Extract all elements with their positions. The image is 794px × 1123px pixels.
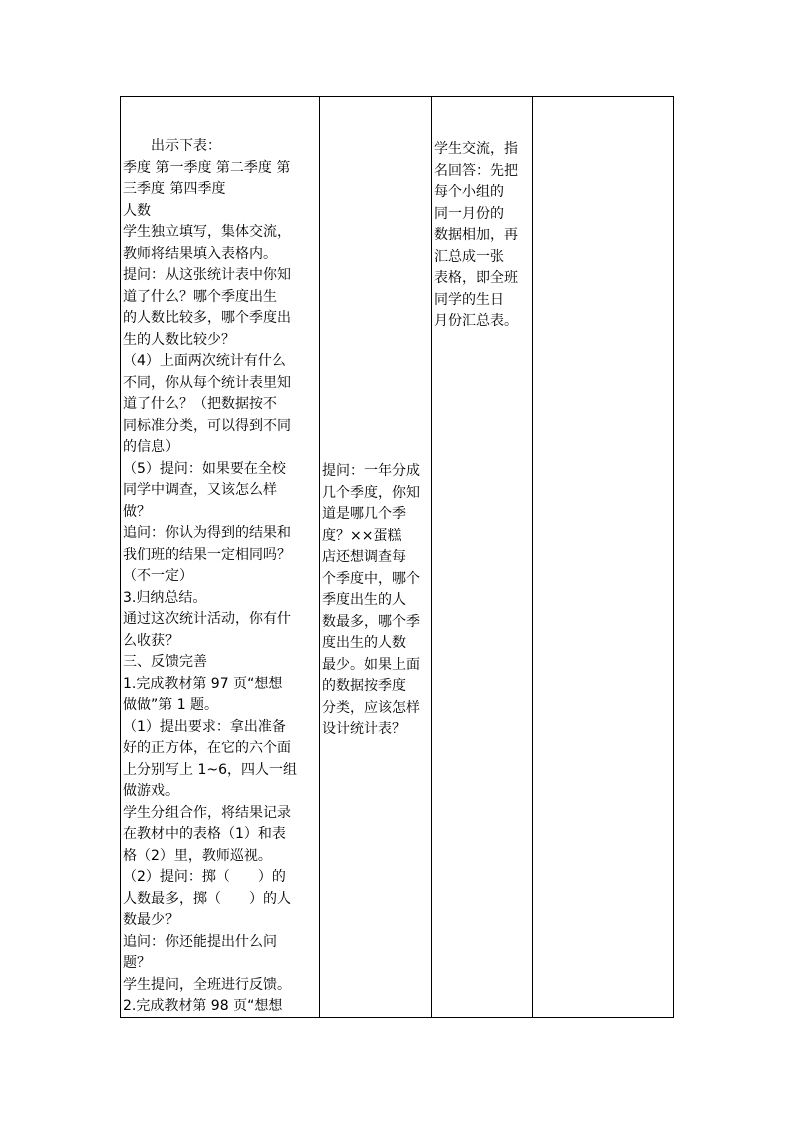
text-line: 三季度 第四季度 [123, 181, 226, 197]
text-line: 几个季度，你知 [322, 484, 420, 501]
text-line: 汇总成一张 [434, 248, 504, 265]
text-line: 在教材中的表格（1）和表 [123, 826, 286, 842]
text-line: 好的正方体，在它的六个面 [123, 740, 291, 756]
text-line: 提问：一年分成 [322, 463, 420, 479]
text-line: （2）提问：掷（ ）的 [123, 869, 286, 885]
text-line: 分类，应该怎样 [322, 699, 420, 716]
text-line: 数最少？ [123, 912, 179, 928]
teacher-activity-cell [320, 97, 432, 1017]
text-line: 题？ [123, 955, 151, 971]
text-line: 学生提问，全班进行反馈。 [123, 976, 291, 993]
text-line: 道是哪几个季 [322, 506, 406, 522]
text-line: 格（2）里，教师巡视。 [123, 847, 272, 864]
text-line: 3.归纳总结。 [123, 589, 207, 606]
text-line: 追问：你还能提出什么问 [123, 933, 277, 950]
text-line: 三、反馈完善 [123, 654, 207, 670]
text-line: 同一月份的 [434, 205, 504, 222]
text-line: 学生交流，指 [434, 141, 518, 157]
text-line: 做做”第 1 题。 [123, 697, 219, 713]
teaching-process-text [123, 136, 317, 1018]
text-line: 个季度中，哪个 [322, 570, 420, 587]
text-line: 名回答：先把 [434, 162, 518, 179]
text-line: 店还想调查每 [322, 549, 406, 565]
text-line: （不一定） [123, 568, 193, 584]
student-activity-text [434, 139, 531, 333]
notes-cell [533, 97, 673, 1017]
text-line: 提问：从这张统计表中你知 [123, 267, 291, 283]
text-line: 追问：你认为得到的结果和 [123, 525, 291, 541]
text-line: 1.完成教材第 97 页“想想 [123, 675, 283, 692]
text-line: 做？ [123, 503, 151, 520]
text-line: 道了什么？哪个季度出生 [123, 288, 277, 305]
student-activity-cell [432, 97, 533, 1017]
text-line: 的信息） [123, 439, 179, 455]
text-line: 通过这次统计活动，你有什 [123, 611, 291, 627]
text-line: 表格，即全班 [434, 270, 518, 286]
text-line: 同学中调查，又该怎么样 [123, 482, 277, 498]
text-line: 我们班的结果一定相同吗？ [123, 546, 291, 563]
text-line: 生的人数比较少？ [123, 331, 235, 348]
text-line: 季度 第一季度 第二季度 第 [123, 159, 291, 176]
text-line: 的数据按季度 [322, 678, 406, 694]
text-line: 度？××蛋糕 [322, 527, 402, 544]
text-line: 教师将结果填入表格内。 [123, 245, 277, 262]
text-line: 季度出生的人 [322, 592, 406, 608]
teacher-activity-text [322, 461, 430, 741]
text-line: 学生独立填写，集体交流， [123, 224, 291, 240]
text-line: 的人数比较多，哪个季度出 [123, 310, 291, 326]
text-line: 学生分组合作，将结果记录 [123, 804, 291, 821]
text-line: 数据相加，再 [434, 227, 518, 243]
text-line: （4）上面两次统计有什么 [123, 353, 286, 369]
text-line: 月份汇总表。 [434, 313, 518, 329]
lesson-plan-table [120, 96, 674, 1018]
teaching-process-cell [121, 97, 320, 1017]
text-line: 每个小组的 [434, 184, 504, 200]
text-line: 人数 [123, 202, 151, 219]
text-line: 人数最多，掷（ ）的人 [123, 890, 291, 907]
text-line: 同标准分类，可以得到不同 [123, 417, 291, 434]
text-line: 出示下表： [151, 138, 221, 154]
text-line: （1）提出要求：拿出准备 [123, 718, 286, 735]
text-line: （5）提问：如果要在全校 [123, 460, 286, 477]
text-line: 设计统计表？ [322, 721, 406, 737]
text-line: 么收获？ [123, 632, 179, 649]
text-line: 不同，你从每个统计表里知 [123, 374, 291, 391]
text-line: 最少。如果上面 [322, 656, 420, 673]
text-line: 上分别写上 1~6，四人一组 [123, 761, 297, 778]
text-line: 2.完成教材第 98 页“想想 [123, 998, 283, 1014]
text-line: 度出生的人数 [322, 635, 406, 651]
text-line: 同学的生日 [434, 291, 504, 308]
text-line: 做游戏。 [123, 783, 179, 799]
text-line: 数最多，哪个季 [322, 613, 420, 630]
text-line: 道了什么？（把数据按不 [123, 396, 277, 412]
